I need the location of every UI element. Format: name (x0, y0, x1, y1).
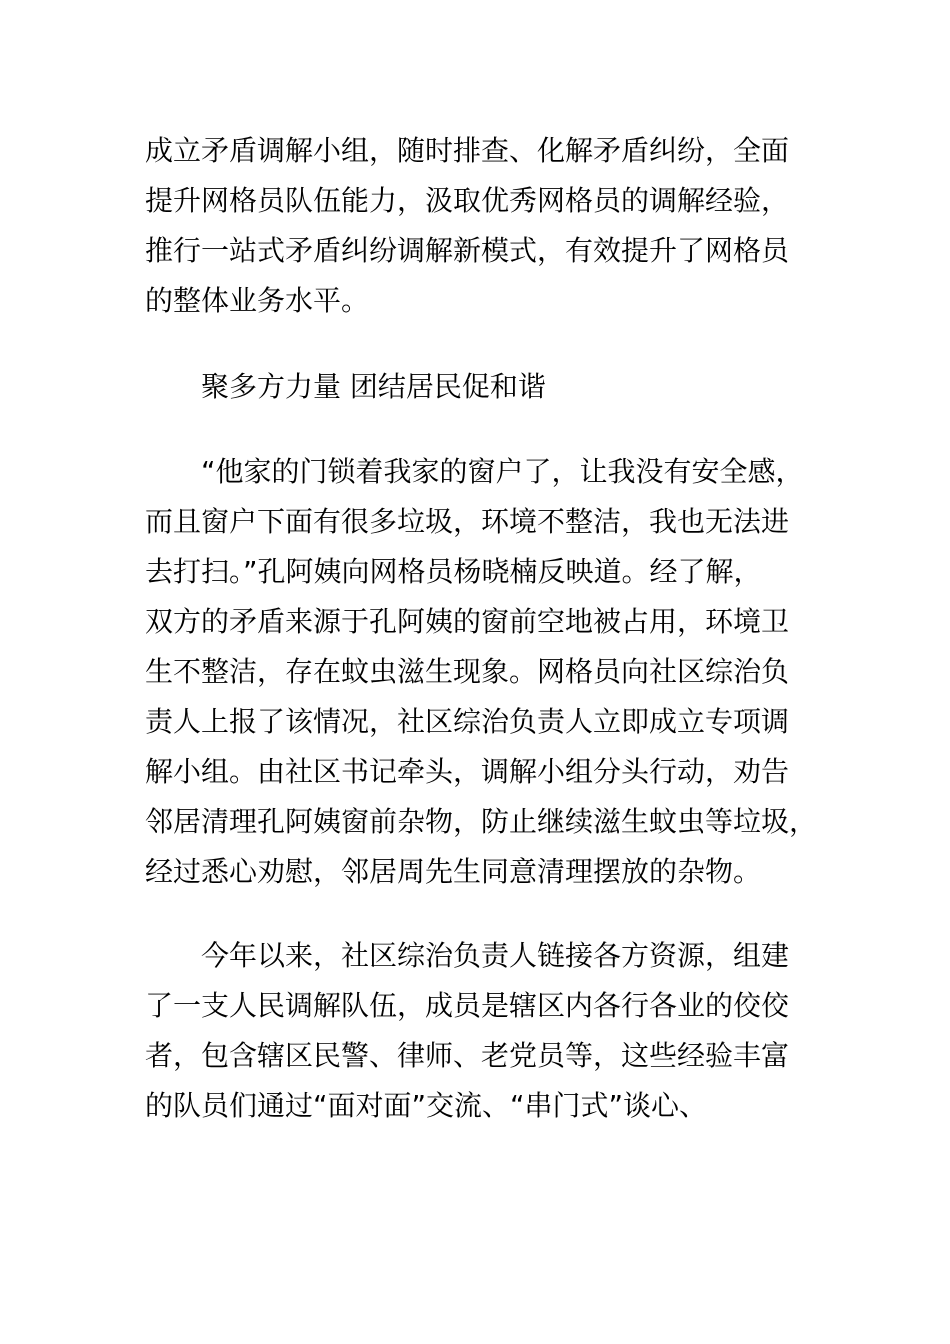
paragraph-1 (145, 126, 845, 326)
paragraph-3 (145, 931, 845, 1131)
paragraph-line: 推行一站式矛盾纠纷调解新模式，有效提升了网格员 (145, 234, 790, 267)
paragraph-line: 邻居清理孔阿姨窗前杂物，防止继续滋生蚊虫等垃圾， (145, 805, 818, 838)
paragraph-line: 去打扫。”孔阿姨向网格员杨晓楠反映道。经了解， (145, 555, 762, 588)
paragraph-line: 责人上报了该情况，社区综治负责人立即成立专项调 (145, 705, 790, 738)
section-heading: 聚多方力量 团结居民促和谐 (201, 370, 546, 403)
paragraph-line: 双方的矛盾来源于孔阿姨的窗前空地被占用，环境卫 (145, 605, 790, 638)
paragraph-line: 经过悉心劝慰，邻居周先生同意清理摆放的杂物。 (145, 855, 762, 888)
paragraph-line: “他家的门锁着我家的窗户了，让我没有安全感， (201, 455, 804, 488)
paragraph-line: 提升网格员队伍能力，汲取优秀网格员的调解经验， (145, 184, 790, 217)
paragraph-line: 者，包含辖区民警、律师、老党员等，这些经验丰富 (145, 1039, 790, 1072)
paragraph-line: 今年以来，社区综治负责人链接各方资源，组建 (201, 939, 790, 972)
paragraph-line: 而且窗户下面有很多垃圾，环境不整洁，我也无法进 (145, 505, 790, 538)
paragraph-line: 生不整洁，存在蚊虫滋生现象。网格员向社区综治负 (145, 655, 790, 688)
paragraph-line: 的整体业务水平。 (145, 284, 370, 317)
paragraph-line: 成立矛盾调解小组，随时排查、化解矛盾纠纷，全面 (145, 134, 790, 167)
paragraph-line: 的队员们通过“面对面”交流、“串门式”谈心、 (145, 1089, 708, 1122)
section-heading-block (145, 362, 845, 412)
paragraph-line: 解小组。由社区书记牵头，调解小组分头行动，劝告 (145, 755, 790, 788)
paragraph-2 (145, 447, 845, 897)
paragraph-line: 了一支人民调解队伍，成员是辖区内各行各业的佼佼 (145, 989, 790, 1022)
